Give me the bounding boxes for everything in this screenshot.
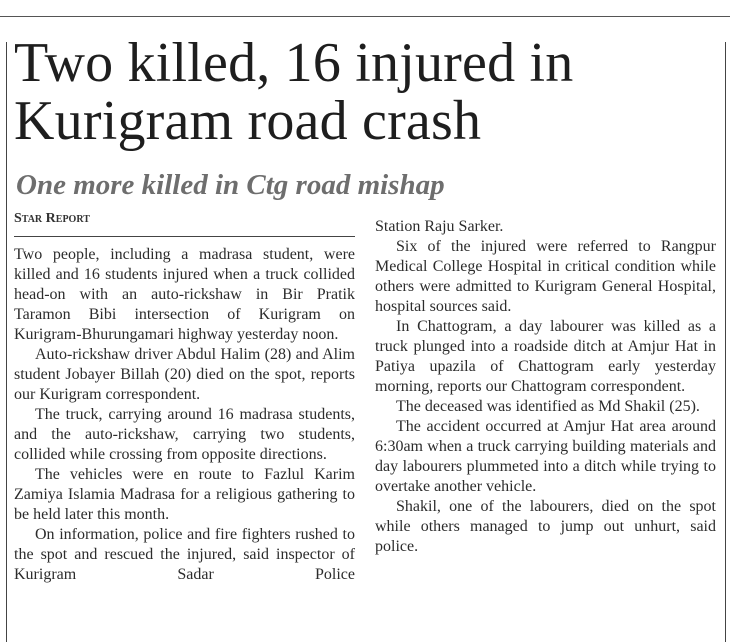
headline: Two killed, 16 injured in Kurigram road crash [14, 32, 574, 152]
paragraph: The deceased was identified as Md Shakil (25). [396, 398, 700, 415]
right-column [375, 217, 716, 557]
paragraph: The accident occurred at Amjur Hat area around 6:30am when a truck carrying building materials and day labourers plummeted into a ditch while trying to overtake another vehicle. [375, 418, 716, 495]
right-frame-rule [725, 42, 726, 642]
paragraph: Shakil, one of the labourers, died on the spot while others managed to jump out unhurt, said police. [375, 498, 716, 555]
subheadline: One more killed in Ctg road mishap [16, 169, 445, 201]
paragraph: Six of the injured were referred to Rangpur Medical College Hospital in critical condition while others were admitted to Kurigram General Hospital, hospital sources said. [375, 238, 716, 315]
paragraph: Auto-rickshaw driver Abdul Halim (28) and Alim student Jobayer Billah (20) died on the spot, reports our Kurigram correspondent. [14, 346, 355, 403]
byline-rule [14, 236, 355, 237]
paragraph: The truck, carrying around 16 madrasa students, and the auto-rickshaw, carrying two students, collided while crossing from opposite directions. [14, 406, 355, 463]
left-frame-rule [6, 42, 7, 642]
paragraph: The vehicles were en route to Fazlul Karim Zamiya Islamia Madrasa for a religious gathering to be held later this month. [14, 466, 355, 523]
paragraph: In Chattogram, a day labourer was killed as a truck plunged into a roadside ditch at Amjur Hat in Patiya upazila of Chattogram early yesterday morning, reports our Chattogram correspondent. [375, 318, 716, 395]
paragraph: Station Raju Sarker. [375, 218, 504, 235]
paragraph: Two people, including a madrasa student, were killed and 16 students injured when a truck collided head-on with an auto-rickshaw in Bir Pratik Taramon Bibi intersection of Kurigram on Kurigram-Bhurungamari highway yesterday noon. [14, 246, 355, 343]
left-column [14, 245, 355, 585]
paragraph: On information, police and fire fighters rushed to the spot and rescued the injured, said inspector of Kurigram Sadar Police [14, 526, 355, 583]
byline: Star Report [14, 211, 90, 226]
top-rule [0, 16, 730, 17]
